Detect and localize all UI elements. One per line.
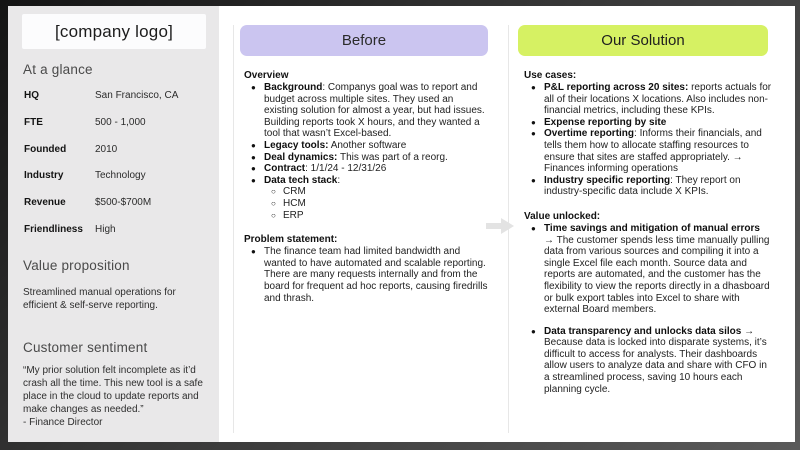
stat-label: HQ <box>24 90 39 101</box>
before-header-pill <box>240 25 488 56</box>
stat-row-fte <box>24 117 206 144</box>
value-proposition-heading: Value proposition <box>23 258 130 273</box>
bullet-icon: ● <box>531 117 536 127</box>
stat-label: Founded <box>24 143 67 155</box>
stat-row-industry <box>24 170 206 197</box>
overview-heading: Overview <box>244 70 289 81</box>
at-a-glance-heading: At a glance <box>23 62 93 77</box>
value-unlocked-heading: Value unlocked: <box>524 210 601 222</box>
bullet-icon: ● <box>251 247 256 257</box>
problem-statement-heading: Problem statement: <box>244 234 338 246</box>
customer-quote <box>23 364 211 429</box>
use-cases-heading: Use cases: <box>524 70 577 81</box>
list-item: ● Industry specific reporting: They report on industry-specific data include X KPIs. <box>531 174 741 198</box>
list-item: ● Data tech stack: <box>251 174 341 186</box>
customer-sentiment-heading: Customer sentiment <box>23 340 148 355</box>
bullet-icon: ● <box>531 175 536 185</box>
before-header-label: Before <box>341 32 387 49</box>
sub-bullet-icon: ○ <box>271 210 276 220</box>
stat-value: High <box>95 223 116 235</box>
list-item: ○ CRM <box>271 186 306 198</box>
bullet-icon: ● <box>251 175 256 185</box>
company-stats-list <box>24 90 206 251</box>
quote-author: - Finance Director <box>23 417 103 428</box>
list-item: ● Deal dynamics: This was part of a reorg. <box>251 151 448 163</box>
bullet-icon: ● <box>531 326 536 336</box>
stat-row-revenue <box>24 197 206 224</box>
list-item: ● Data transparency and unlocks data silos → Because data is locked into disparate systems, it’s difficult to access for analysts. Their dashboards allow users to analyze data and share with CFO in a streamlined process, saving 10 hours each planning cycle. <box>531 325 767 395</box>
list-item: ● Expense reporting by site <box>531 116 667 128</box>
company-logo <box>22 14 206 49</box>
list-item: ● Legacy tools: Another software <box>251 139 407 151</box>
stat-value: Technology <box>95 170 146 182</box>
stat-row-founded <box>24 144 206 171</box>
solution-header-pill <box>518 25 768 56</box>
company-logo-text: [company logo] <box>54 21 174 41</box>
list-item: ○ ERP <box>271 209 304 221</box>
company-sidebar <box>8 6 219 442</box>
before-column <box>244 70 490 304</box>
sub-bullet-icon: ○ <box>271 198 276 208</box>
bullet-icon: ● <box>251 140 256 150</box>
list-item: ● Background: Companys goal was to report and budget across multiple sites. They used an existing solution for almost a year, but had issues. Building reports took X hours, and they wanted a tool that wasn’t Excel-based. <box>251 82 485 140</box>
stat-value: 500 - 1,000 <box>95 116 146 128</box>
list-item: ● Overtime reporting: Informs their financials, and tells them how to allocate staffing resources to ensure that sites are staffed appropriately. → Finances informing operations <box>531 128 762 175</box>
case-study-slide <box>8 6 795 442</box>
value-proposition-text: Streamlined manual operations for efficient & self-serve reporting. <box>23 287 176 311</box>
stat-value: $500-$700M <box>95 197 152 209</box>
stat-label: Revenue <box>24 197 66 209</box>
quote-body: “My prior solution felt incomplete as it’d crash all the time. This new tool is a safe place in the cloud to update reports and make changes as needed.” <box>23 365 203 415</box>
column-divider <box>233 25 234 433</box>
list-item: ● P&L reporting across 20 sites: reports actuals for all of their locations X locations. Also includes non-financial metrics, including these KPIs. <box>531 82 772 117</box>
bullet-icon: ● <box>531 129 536 139</box>
right-arrow-icon <box>485 217 515 235</box>
solution-column <box>524 70 772 395</box>
stat-label: Friendliness <box>24 223 83 235</box>
stat-value: San Francisco, CA <box>95 90 179 101</box>
bullet-icon: ● <box>251 152 256 162</box>
list-item: ● Time savings and mitigation of manual errors → The customer spends less time manually pulling data from various sources and compiling it into a single Excel file each month. Source data and reports are automated, and the customer has the flexibility to view the reports directly in a dhasboard or bulk export tables into Excel to share with external Board members. <box>531 222 770 316</box>
sub-bullet-icon: ○ <box>271 187 276 197</box>
list-item: ● Contract: 1/1/24 - 12/31/26 <box>251 163 387 175</box>
stat-row-friendliness <box>24 224 206 251</box>
list-item: ○ HCM <box>271 197 306 209</box>
solution-header-label: Our Solution <box>601 32 685 49</box>
stat-label: FTE <box>24 116 43 128</box>
bullet-icon: ● <box>251 164 256 174</box>
stat-row-hq <box>24 90 206 117</box>
bullet-icon: ● <box>531 223 536 233</box>
list-item: ● The finance team had limited bandwidth and wanted to have automated and scalable reporting. There are many requests internally and from the board for frequent ad hoc reports, causing firedrills and thrash. <box>251 246 488 304</box>
bullet-icon: ● <box>531 83 536 92</box>
stat-value: 2010 <box>95 143 118 155</box>
stat-label: Industry <box>24 170 64 182</box>
bullet-icon: ● <box>251 83 256 92</box>
